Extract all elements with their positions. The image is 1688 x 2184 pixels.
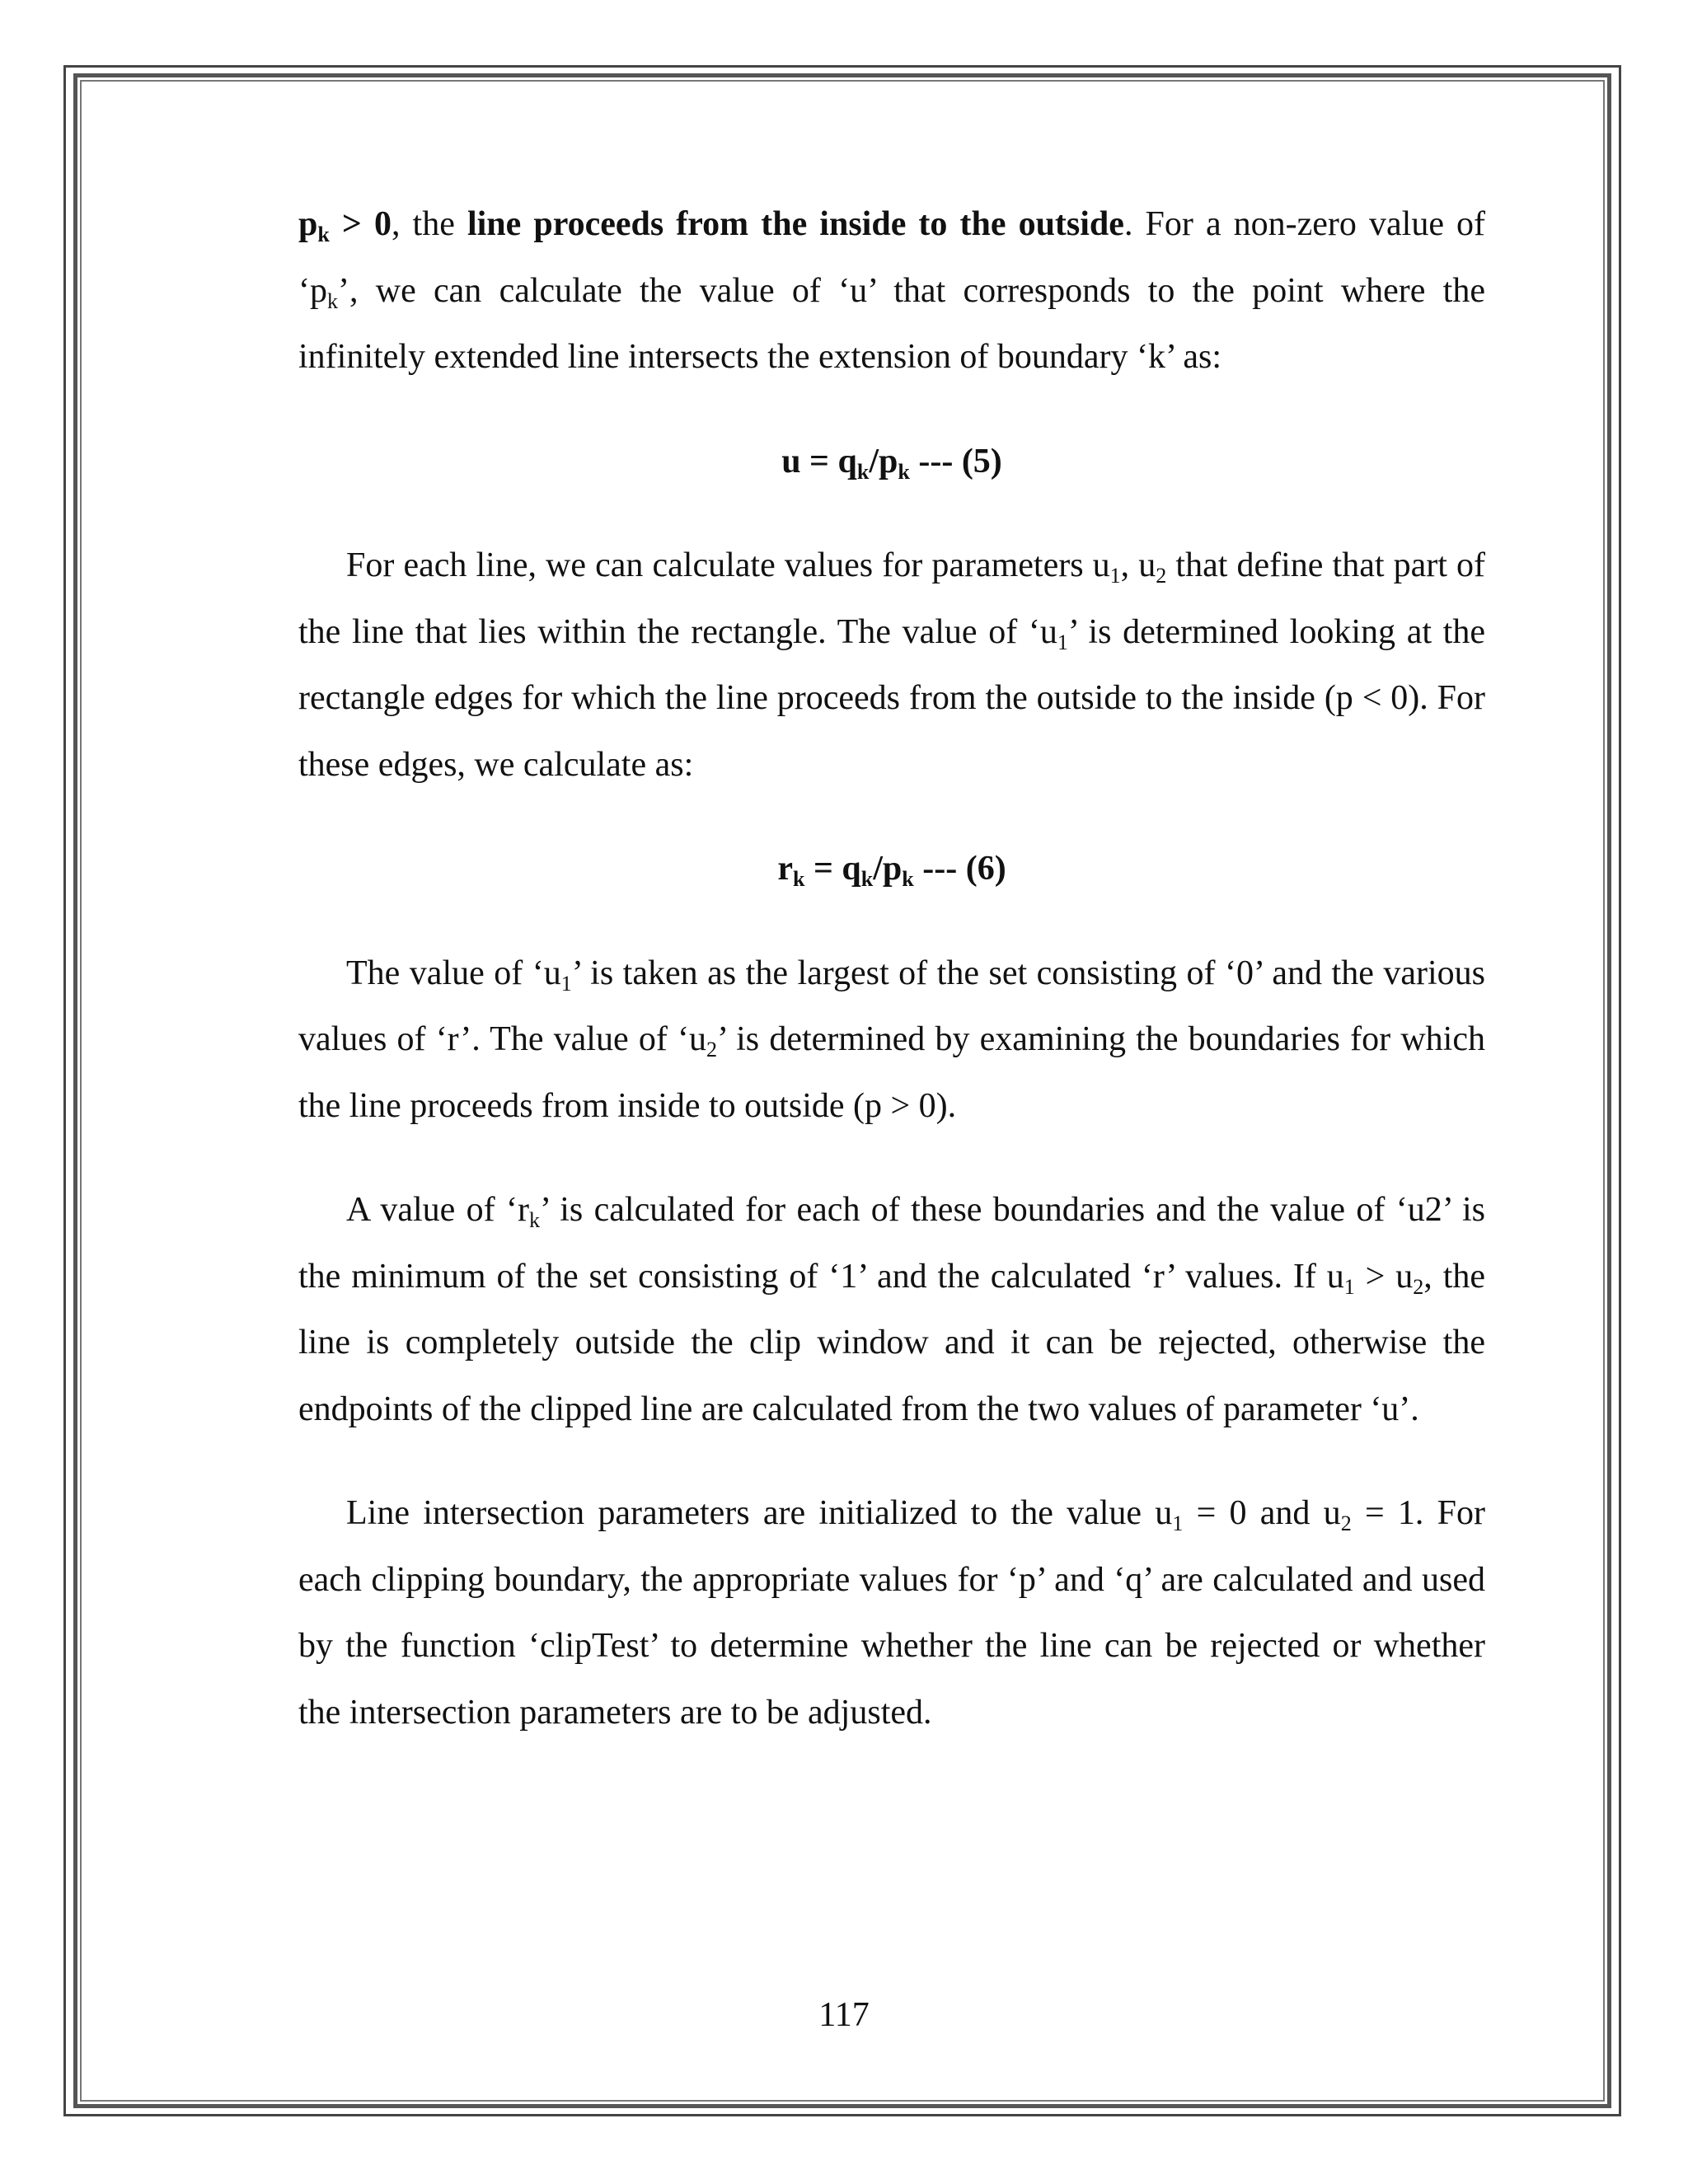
paragraph-3: The value of ‘$u_1$’ is taken as the largest of the set consisting of ‘0’ and the various values of ‘r’. The value of ‘$u_2$’ is determined by examining the boundaries for which the line proceeds from inside to outside (p > 0). <box>298 954 1485 1125</box>
paragraph-2: For each line, we can calculate values for parameters $u_1$, $u_2$ that define that part of the line that lies within the rectangle. The value of ‘$u_1$’ is determined looking at the rectangle edges for which the line proceeds from the outside to the inside (p < 0). For these edges, we calculate as: <box>298 546 1485 784</box>
bold-phrase: line proceeds from the inside to the outside <box>467 205 1124 243</box>
page-number: 117 <box>818 1996 870 2034</box>
paragraph-1: $p_k > 0$, the line proceeds from the inside to the outside. For a non-zero value of ‘$p_k$’, we can calculate the value of ‘u’ that corresponds to the point where the infinitely extended line intersects the extension of boundary ‘k’ as: <box>298 205 1486 376</box>
condition-pk: $p_k > 0$ <box>298 205 392 246</box>
page-content <box>298 191 1485 1746</box>
paragraph-4: A value of ‘$r_k$’ is calculated for each of these boundaries and the value of ‘u2’ is the minimum of the set consisting of ‘1’ and the calculated ‘r’ values. If $u_1 > u_2$, the line is completely outside the clip window and it can be rejected, otherwise the endpoints of the clipped line are calculated from the two values of parameter ‘u’. <box>298 1191 1486 1428</box>
paragraph-5: Line intersection parameters are initialized to the value $u_1 = 0$ and $u_2 = 1$. For each clipping boundary, the appropriate values for ‘p’ and ‘q’ are calculated and used by the function ‘clipTest’ to determine whether the line can be rejected or whether the intersection parameters are to be adjusted. <box>298 1494 1486 1732</box>
equation-5: $u = q_k/p_k$ --- (5) <box>781 442 1002 484</box>
equation-6: $r_k = q_k/p_k$ --- (6) <box>777 850 1006 891</box>
